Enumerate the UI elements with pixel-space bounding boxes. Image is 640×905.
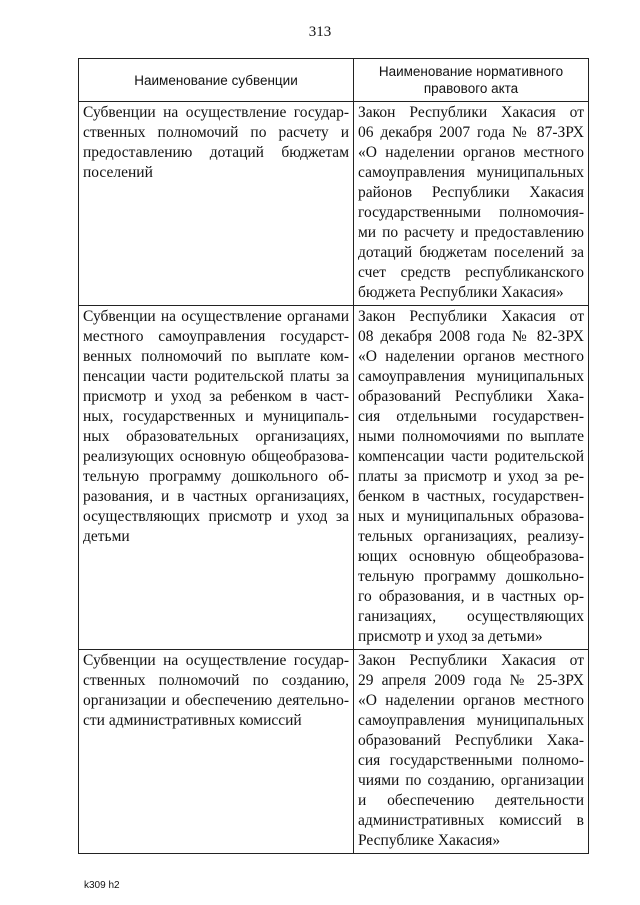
text-line: осуществляющих присмотр и уход за — [83, 508, 349, 525]
text-line: го образования, и в частных ор- — [358, 588, 584, 605]
text-line: поселений — [83, 164, 153, 181]
subvention-cell — [79, 650, 354, 854]
text-line: 06 декабря 2007 года № 87-ЗРХ — [358, 124, 584, 141]
text-line: ных и муниципальных образова- — [358, 508, 584, 525]
text-line: разования, и в частных организациях, — [83, 488, 349, 505]
text-line: сти административных комиссий — [83, 712, 302, 729]
text-line: Закон Республики Хакасия от — [358, 104, 584, 121]
text-line: ственных полномочий по расчету и — [83, 124, 349, 141]
text-line: административных комиссий в — [358, 812, 584, 829]
header-subvention: Наименование субвенции — [79, 59, 354, 102]
text-line: тельную программу дошкольного об- — [83, 468, 349, 485]
subvention-cell — [79, 102, 354, 306]
text-line: тельную программу дошкольно- — [358, 568, 584, 585]
text-line: сия государственными полномо- — [358, 752, 584, 769]
text-line: платы за присмотр и уход за ре- — [358, 468, 584, 485]
text-line: образований Республики Хака- — [358, 388, 584, 405]
legal-act-cell — [354, 102, 589, 306]
text-line: сия отдельными государствен- — [358, 408, 584, 425]
text-line: ми по расчету и предоставлению — [358, 224, 584, 241]
text-line: Закон Республики Хакасия от — [358, 308, 584, 325]
text-line: Субвенции на осуществление государ- — [83, 652, 349, 669]
text-line: самоуправления муниципальных — [358, 368, 584, 385]
text-line: Субвенции на осуществление государ- — [83, 104, 349, 121]
header-legal-act: Наименование нормативного правового акта — [354, 59, 589, 102]
text-line: тельных организациях, реализу- — [358, 528, 584, 545]
text-line: ных, государственных и муниципаль- — [83, 408, 349, 425]
text-line: и обеспечению деятельности — [358, 792, 584, 809]
text-line: дотаций бюджетам поселений за — [358, 244, 584, 261]
text-line: ющих основную общеобразова- — [358, 548, 584, 565]
text-line: детьми — [83, 528, 130, 545]
text-line: бюджета Республики Хакасия» — [358, 284, 564, 301]
text-line: самоуправления муниципальных — [358, 712, 584, 729]
text-line: ственных полномочий по созданию, — [83, 672, 349, 689]
text-line: пенсации части родительской платы за — [83, 368, 349, 385]
table-row — [79, 306, 589, 650]
subventions-table — [78, 58, 589, 854]
text-line: ными полномочиями по выплате — [358, 428, 584, 445]
subvention-cell — [79, 306, 354, 650]
legal-act-cell — [354, 306, 589, 650]
text-line: Субвенции на осуществление органами — [83, 308, 349, 325]
text-line: счет средств республиканского — [358, 264, 584, 281]
text-line: самоуправления муниципальных — [358, 164, 584, 181]
text-line: компенсации части родительской — [358, 448, 584, 465]
text-line: реализующих основную общеобразова- — [83, 448, 349, 465]
text-line: бенком в частных, государствен- — [358, 488, 584, 505]
text-line: государственными полномочия- — [358, 204, 584, 221]
text-line: «О наделении органов местного — [358, 144, 584, 161]
text-line: Республике Хакасия» — [358, 832, 501, 849]
text-line: «О наделении органов местного — [358, 692, 584, 709]
text-line: «О наделении органов местного — [358, 348, 584, 365]
text-line: ных образовательных организациях, — [83, 428, 349, 445]
text-line: Закон Республики Хакасия от — [358, 652, 584, 669]
text-line: присмотр и уход за детьми» — [358, 628, 543, 645]
text-line: местного самоуправления государст- — [83, 328, 349, 345]
text-line: 29 апреля 2009 года № 25-ЗРХ — [358, 672, 584, 689]
text-line: ганизациях, осуществляющих — [358, 608, 584, 625]
text-line: чиями по созданию, организации — [358, 772, 584, 789]
text-line: присмотр и уход за ребенком в част- — [83, 388, 349, 405]
text-line: предоставлению дотаций бюджетам — [83, 144, 349, 161]
text-line: образований Республики Хака- — [358, 732, 584, 749]
footer-code: k309 h2 — [84, 880, 120, 891]
table-row — [79, 650, 589, 854]
page-number: 313 — [308, 24, 332, 40]
text-line: районов Республики Хакасия — [358, 184, 584, 201]
table-header-row — [79, 59, 589, 102]
text-line: 08 декабря 2008 года № 82-ЗРХ — [358, 328, 584, 345]
table-row — [79, 102, 589, 306]
legal-act-cell — [354, 650, 589, 854]
text-line: венных полномочий по выплате ком- — [83, 348, 349, 365]
text-line: организации и обеспечению деятельно- — [83, 692, 349, 709]
